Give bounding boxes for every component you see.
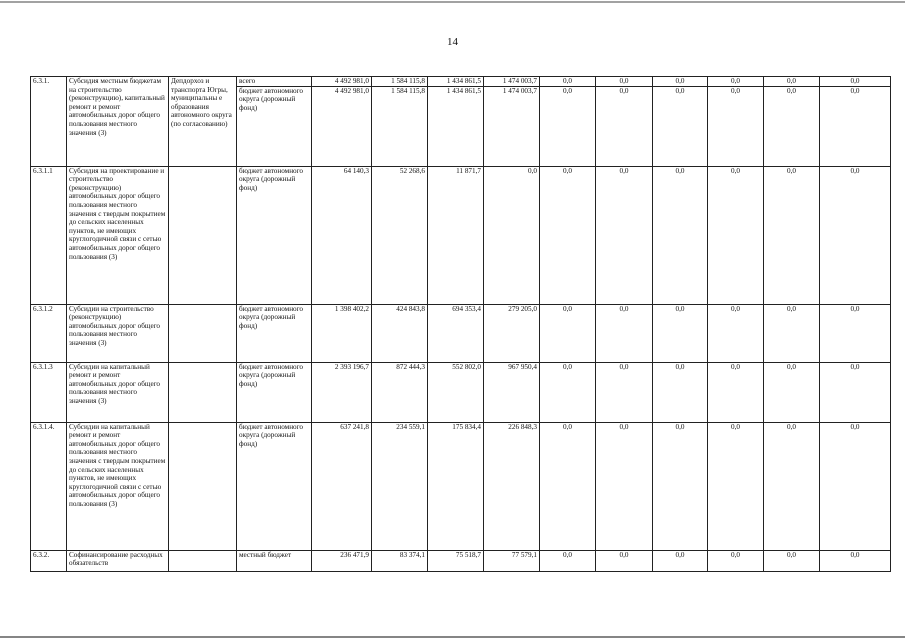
cell-year-4: 0,0	[540, 362, 596, 422]
cell-year-2: 75 518,7	[428, 550, 484, 571]
cell-year-6: 0,0	[653, 77, 708, 87]
cell-year-3: 279 205,0	[484, 304, 540, 362]
cell-total: 64 140,3	[312, 166, 372, 304]
cell-year-5: 0,0	[596, 77, 653, 87]
cell-year-7: 0,0	[708, 166, 764, 304]
row-code: 6.3.1.4.	[31, 422, 67, 550]
row-executor	[169, 422, 237, 550]
cell-year-9: 0,0	[820, 362, 891, 422]
cell-year-1: 424 843,8	[372, 304, 428, 362]
row-name: Субсидии на капитальный ремонт и ремонт автомобильных дорог общего пользования местного значения (3)	[67, 362, 169, 422]
row-name: Субсидия местным бюджетам на строительство (реконструкцию), капитальный ремонт и ремонт автомобильных дорог общего пользования местного значения (3)	[67, 77, 169, 167]
cell-total: 637 241,8	[312, 422, 372, 550]
row-name: Софинансирование расходных обязательств	[67, 550, 169, 571]
cell-year-4: 0,0	[540, 422, 596, 550]
cell-year-3: 1 474 003,7	[484, 77, 540, 87]
table-row	[31, 422, 891, 550]
cell-year-4: 0,0	[540, 304, 596, 362]
cell-year-1: 872 444,3	[372, 362, 428, 422]
cell-year-6: 0,0	[653, 550, 708, 571]
row-executor	[169, 304, 237, 362]
row-code: 6.3.1.3	[31, 362, 67, 422]
row-code: 6.3.2.	[31, 550, 67, 571]
cell-year-5: 0,0	[596, 422, 653, 550]
row-code: 6.3.1.1	[31, 166, 67, 304]
cell-year-7: 0,0	[708, 422, 764, 550]
cell-year-1: 83 374,1	[372, 550, 428, 571]
cell-year-5: 0,0	[596, 304, 653, 362]
page-number: 14	[447, 36, 458, 48]
table-row	[31, 304, 891, 362]
cell-year-3: 0,0	[484, 166, 540, 304]
table-row	[31, 550, 891, 571]
cell-year-8: 0,0	[764, 362, 820, 422]
funding-source: местный бюджет	[237, 550, 312, 571]
cell-year-9: 0,0	[820, 86, 891, 166]
budget-table	[30, 76, 891, 572]
cell-year-7: 0,0	[708, 86, 764, 166]
cell-year-8: 0,0	[764, 166, 820, 304]
row-name: Субсидии на строительство (реконструкцию) автомобильных дорог общего пользования местного значения (3)	[67, 304, 169, 362]
cell-year-8: 0,0	[764, 86, 820, 166]
scan-edge-top	[0, 1, 905, 3]
funding-source: бюджет автономного округа (дорожный фонд)	[237, 304, 312, 362]
cell-year-7: 0,0	[708, 362, 764, 422]
cell-year-7: 0,0	[708, 304, 764, 362]
row-name: Субсидия на проектирование и строительство (реконструкцию) автомобильных дорог общего пользования местного значения с твердым покрытием до сельских населенных пунктов, не имеющих круглогодичной связи с сетью автомобильных дорог общего пользования (3)	[67, 166, 169, 304]
cell-year-6: 0,0	[653, 86, 708, 166]
cell-year-7: 0,0	[708, 77, 764, 87]
cell-year-9: 0,0	[820, 422, 891, 550]
cell-year-1: 1 584 115,8	[372, 86, 428, 166]
row-executor	[169, 362, 237, 422]
cell-year-8: 0,0	[764, 550, 820, 571]
funding-source: бюджет автономного округа (дорожный фонд)	[237, 422, 312, 550]
cell-total: 1 398 402,2	[312, 304, 372, 362]
cell-year-1: 1 584 115,8	[372, 77, 428, 87]
cell-year-2: 175 834,4	[428, 422, 484, 550]
table-row	[31, 166, 891, 304]
funding-source: бюджет автономного округа (дорожный фонд)	[237, 166, 312, 304]
row-name: Субсидии на капитальный ремонт и ремонт автомобильных дорог общего пользования местного значения с твердым покрытием до сельских населенных пунктов, не имеющих круглогодичной связи с сетью автомобильных дорог общего пользования (3)	[67, 422, 169, 550]
table-row	[31, 362, 891, 422]
cell-year-3: 77 579,1	[484, 550, 540, 571]
cell-year-9: 0,0	[820, 550, 891, 571]
cell-year-5: 0,0	[596, 166, 653, 304]
scan-edge-bottom	[0, 636, 905, 638]
cell-year-3: 1 474 003,7	[484, 86, 540, 166]
cell-year-2: 1 434 861,5	[428, 77, 484, 87]
cell-year-6: 0,0	[653, 166, 708, 304]
cell-year-5: 0,0	[596, 550, 653, 571]
cell-year-3: 967 950,4	[484, 362, 540, 422]
cell-year-6: 0,0	[653, 362, 708, 422]
cell-year-9: 0,0	[820, 304, 891, 362]
cell-year-4: 0,0	[540, 550, 596, 571]
cell-year-3: 226 848,3	[484, 422, 540, 550]
cell-total: 236 471,9	[312, 550, 372, 571]
cell-year-5: 0,0	[596, 362, 653, 422]
cell-year-1: 234 559,1	[372, 422, 428, 550]
cell-year-2: 552 802,0	[428, 362, 484, 422]
row-executor	[169, 550, 237, 571]
table-row	[31, 77, 891, 87]
row-code: 6.3.1.2	[31, 304, 67, 362]
cell-year-7: 0,0	[708, 550, 764, 571]
cell-year-9: 0,0	[820, 77, 891, 87]
cell-year-1: 52 268,6	[372, 166, 428, 304]
cell-year-9: 0,0	[820, 166, 891, 304]
cell-year-8: 0,0	[764, 422, 820, 550]
cell-year-8: 0,0	[764, 77, 820, 87]
funding-source: всего	[237, 77, 312, 87]
cell-year-4: 0,0	[540, 86, 596, 166]
funding-source: бюджет автономного округа (дорожный фонд)	[237, 362, 312, 422]
cell-total: 4 492 981,0	[312, 77, 372, 87]
cell-year-6: 0,0	[653, 422, 708, 550]
cell-year-2: 1 434 861,5	[428, 86, 484, 166]
cell-year-5: 0,0	[596, 86, 653, 166]
cell-total: 2 393 196,7	[312, 362, 372, 422]
cell-total: 4 492 981,0	[312, 86, 372, 166]
funding-source: бюджет автономного округа (дорожный фонд)	[237, 86, 312, 166]
row-executor: Депдорхоз и транспорта Югры, муниципальны е образования автономного округа (по согласованию)	[169, 77, 237, 167]
cell-year-4: 0,0	[540, 166, 596, 304]
cell-year-2: 694 353,4	[428, 304, 484, 362]
cell-year-4: 0,0	[540, 77, 596, 87]
row-executor	[169, 166, 237, 304]
cell-year-6: 0,0	[653, 304, 708, 362]
cell-year-2: 11 871,7	[428, 166, 484, 304]
row-code: 6.3.1.	[31, 77, 67, 167]
cell-year-8: 0,0	[764, 304, 820, 362]
